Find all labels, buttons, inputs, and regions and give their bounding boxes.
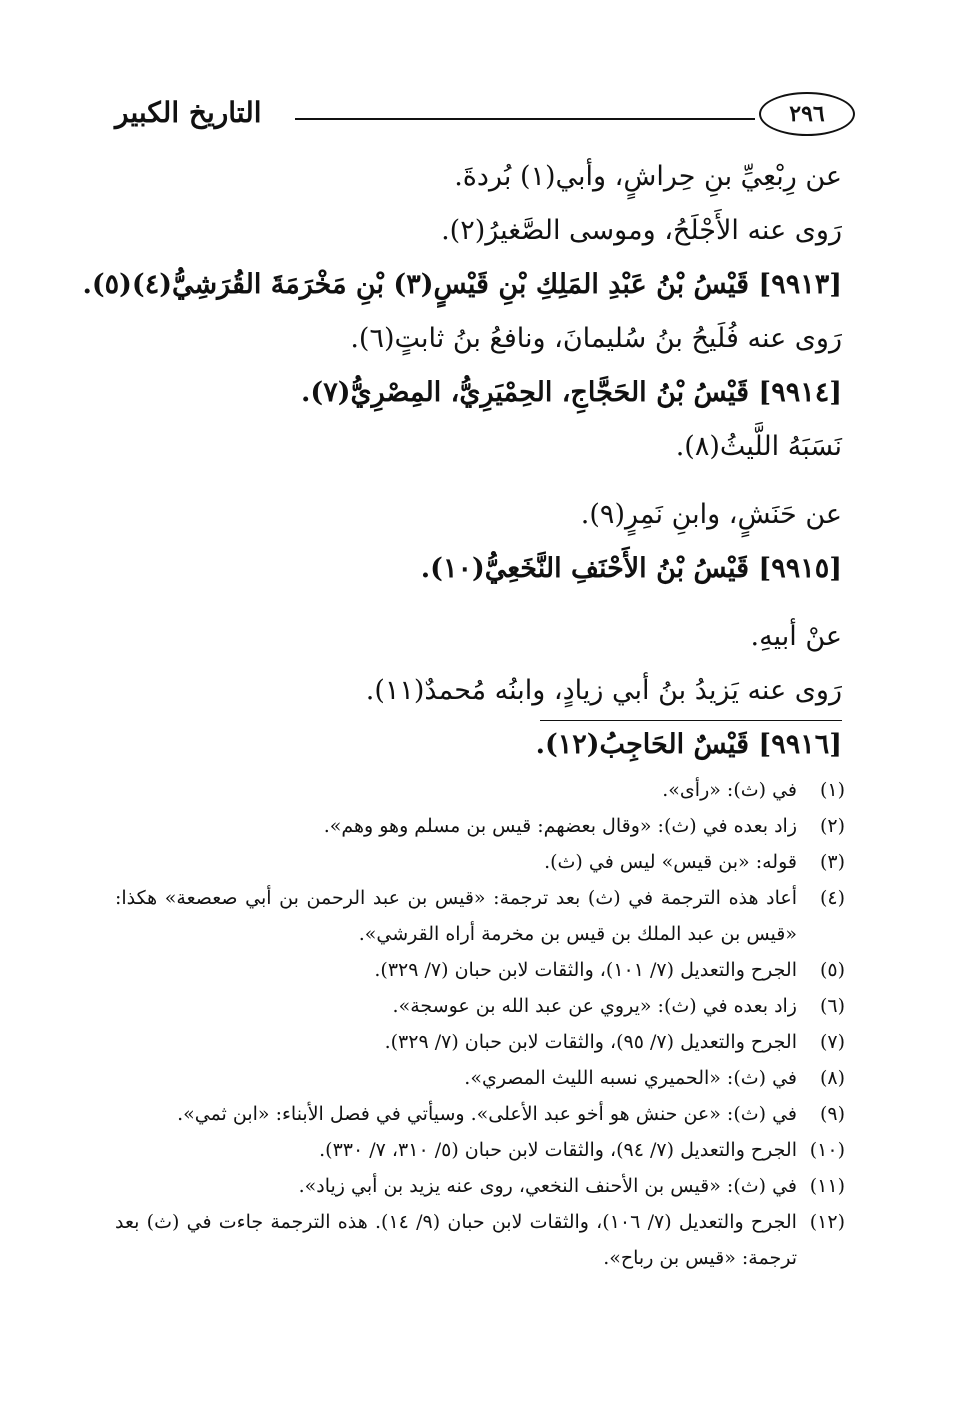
footnote-text: الجرح والتعديل (٧/ ١٠١)، والثقات لابن حبان (٧/ ٣٢٩).	[374, 959, 797, 981]
footnote	[115, 952, 845, 988]
footnote-text: زاد بعده في (ث): «وقال بعضهم: قيس بن مسلم وهو وهم».	[323, 815, 797, 837]
entry-heading: [٩٩١٥] قَيْسُ بْنُ الأَحْنَفِ النَّخَعِيُّ(١٠).	[420, 553, 842, 584]
footnote	[115, 1204, 845, 1276]
footnote-text: الجرح والتعديل (٧/ ٩٥)، والثقات لابن حبان (٧/ ٣٢٩).	[384, 1031, 797, 1053]
footnote-text: الجرح والتعديل (٧/ ٩٤)، والثقات لابن حبان (٥/ ٣١٠، ٧/ ٣٣٠).	[319, 1139, 797, 1161]
footnote	[115, 1168, 845, 1204]
footnote-mark: (٣)	[819, 851, 845, 873]
footnote-text: في (ث): «عن حنش هو أخو عبد الأعلى». وسيأتي في فصل الأبناء: «ابن ثمي».	[177, 1103, 797, 1125]
footnote-text: الجرح والتعديل (٧/ ١٠٦)، والثقات لابن حبان (٩/ ١٤). هذه الترجمة جاءت في (ث) بعد ترجمة: «قيس بن رباح».	[115, 1211, 797, 1269]
footnote	[115, 1060, 845, 1096]
footnote	[115, 1132, 845, 1168]
text-line: رَوى عنه الأَجْلَحُ، وموسى الصَّغيرُ(٢).	[441, 215, 842, 246]
footnote	[115, 988, 845, 1024]
footnote	[115, 1096, 845, 1132]
entry-heading: [٩٩١٤] قَيْسُ بْنُ الحَجَّاجِ، الحِمْيَرِيُّ، المِصْرِيُّ(٧).	[301, 377, 842, 408]
footnote	[115, 880, 845, 952]
text-line: رَوى عنه فُلَيحُ بنُ سُليمانَ، ونافعُ بنُ ثابتٍ(٦).	[350, 323, 842, 354]
footnote	[115, 844, 845, 880]
header-rule	[295, 118, 755, 120]
footnote-text: أعاد هذه الترجمة في (ث) بعد ترجمة: «قيس بن عبد الرحمن بن أبي صعصعة» هكذا: «قيس بن عبد الملك بن قيس بن مخرمة أراه القرشي».	[115, 887, 797, 945]
footnote-mark: (٢)	[819, 815, 845, 837]
page-header	[95, 92, 855, 140]
text-line: عنْ أبيهِ.	[750, 621, 842, 652]
text-line: عن حَنَشٍ، وابنِ نَمِرٍ(٩).	[580, 499, 842, 530]
book-title: التاريخ الكبير	[115, 96, 262, 129]
page-number: ٢٩٦	[759, 92, 855, 136]
footnote-mark: (٨)	[819, 1067, 845, 1089]
text-line: عن رِبْعِيِّ بنِ حِراشٍ، وأبي(١) بُردةَ.	[454, 161, 842, 192]
entry-heading: [٩٩١٦] قَيْسٌ الحَاجِبُ(١٢).	[535, 729, 842, 760]
footnote-text: في (ث): «قيس بن الأحنف النخعي، روى عنه يزيد بن أبي زياد».	[298, 1175, 797, 1197]
text-line: نَسَبَهُ اللَّيثُ(٨).	[675, 431, 842, 462]
entry-heading: [٩٩١٣] قَيْسُ بْنُ عَبْدِ المَلِكِ بْنِ قَيْسٍ(٣) بْنِ مَخْرَمَةَ القُرَشِيُّ(٤)(٥).	[82, 269, 842, 300]
footnote	[115, 1024, 845, 1060]
footnote-text: في (ث): «رأى».	[662, 779, 797, 801]
footnotes	[115, 772, 845, 1276]
footnote-text: في (ث): «الحميري نسبه الليث المصري».	[464, 1067, 797, 1089]
footnote-mark: (٧)	[819, 1031, 845, 1053]
footnote-mark: (٩)	[819, 1103, 845, 1125]
footnote-mark: (١١)	[809, 1175, 845, 1197]
main-text	[82, 150, 842, 772]
footnote-mark: (١)	[819, 779, 845, 801]
text-line: رَوى عنه يَزيدُ بنُ أبي زيادٍ، وابنُه مُحمدٌ(١١).	[365, 675, 842, 706]
footnote-mark: (١٢)	[809, 1211, 845, 1233]
footnote-separator	[540, 720, 842, 721]
footnote	[115, 808, 845, 844]
footnote	[115, 772, 845, 808]
footnote-mark: (١٠)	[809, 1139, 845, 1161]
footnote-mark: (٤)	[819, 887, 845, 909]
footnote-mark: (٦)	[819, 995, 845, 1017]
footnote-text: قوله: «بن قيس» ليس في (ث).	[544, 851, 797, 873]
footnote-mark: (٥)	[819, 959, 845, 981]
footnote-text: زاد بعده في (ث): «يروي عن عبد الله بن عوسجة».	[392, 995, 797, 1017]
